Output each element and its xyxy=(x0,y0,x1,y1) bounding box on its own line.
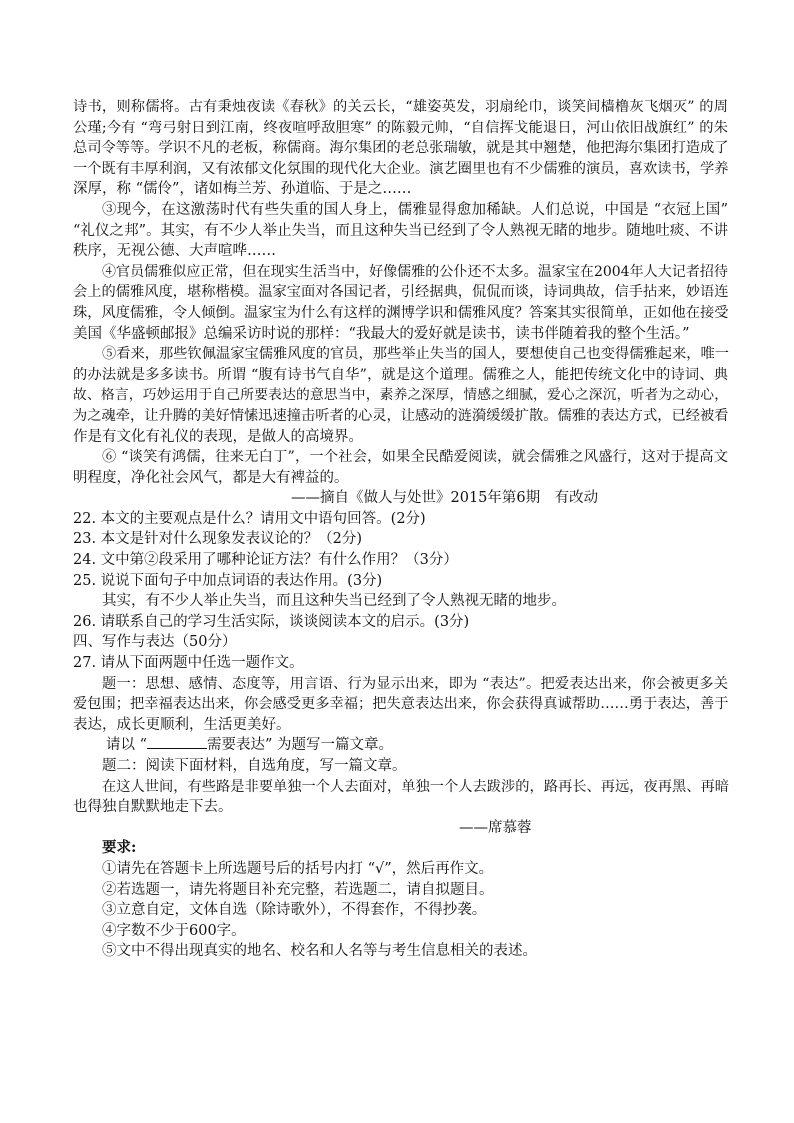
exam-page xyxy=(73,97,728,962)
text-line: 明程度，净化社会风气，都是大有裨益的。 xyxy=(73,469,349,486)
text-line: 为之魂牵，让升腾的美好情愫迅速撞击听者的心灵，让感动的涟漪缓缓扩散。儒雅的表达方式，已经被看 xyxy=(73,407,729,424)
text-line: 在这人世间，有些路是非要单独一个人去面对，单独一个人去跋涉的，路再长、再远，夜再黑、再暗 xyxy=(102,778,730,795)
question-23: 23. 本文是针对什么现象发表议论的？（2分) xyxy=(73,531,363,548)
requirement-item: ③立意自定，文体自选（除诗歌外），不得套作，不得抄袭。 xyxy=(102,902,487,919)
text-line: 一个既有丰厚利润，又有浓郁文化氛围的现代化大企业。演艺圈里也有不少儒雅的演员，喜欢读书，学养 xyxy=(73,160,729,177)
requirements-title: 要求: xyxy=(102,839,137,857)
topic-1-prompt xyxy=(73,735,728,756)
text-line: 诗书，则称儒将。古有秉烛夜读《春秋》的关云长，“雄姿英发，羽扇纶巾，谈笑间樯橹灰飞烟灭” 的周 xyxy=(73,99,728,115)
text-line: 作是有文化有礼仪的表现，是做人的高境界。 xyxy=(73,428,363,445)
question-24: 24. 文中第②段采用了哪种论证方法？有什么作用？（3分） xyxy=(73,552,458,569)
text-line: 会上的儒雅风度，堪称楷模。温家宝面对各国记者，引经据典，侃侃而谈，诗词典故，信手拈来，妙语连 xyxy=(73,284,729,301)
article-source: ——摘自《做人与处世》2015年第6期 有改动 xyxy=(291,490,599,507)
text-line: 珠，风度儒雅，令人倾倒。温家宝为什么有这样的渊博学识和儒雅风度？答案其实很简单，正如他在接受 xyxy=(73,304,729,321)
topic-2-author: ——席慕蓉 xyxy=(459,819,532,836)
text-line: 公瑾;今有 “弯弓射日到江南，终夜喧呼敌胆寒” 的陈毅元帅，“自信挥戈能退日，河山依旧战旗红” 的朱 xyxy=(73,119,728,136)
prompt-before: 请以 “ xyxy=(106,737,148,754)
question-25: 25. 说说下面句子中加点词语的表达作用。(3分) xyxy=(73,572,383,589)
topic-1 xyxy=(73,674,728,756)
text-line: 秩序，无视公德、大声喧哗…… xyxy=(73,243,276,260)
requirement-item: ②若选题一，请先将题目补充完整，若选题二，请自拟题目。 xyxy=(102,881,494,898)
text-line: ⑤看来，那些钦佩温家宝儒雅风度的官员，那些举止失当的国人，要想使自己也变得儒雅起来，唯一 xyxy=(102,346,730,363)
question-22: 22. 本文的主要观点是什么？请用文中语句回答。(2分) xyxy=(73,510,426,527)
section-writing-heading: 四、写作与表达（50分） xyxy=(73,634,237,651)
question-25-sentence: 其实，有不少人举止失当，而且这种失当已经到了令人熟视无睹的地步。 xyxy=(102,593,566,610)
text-line: 也得独自默默地走下去。 xyxy=(73,799,233,816)
paragraph-3 xyxy=(73,200,728,262)
text-line: 爱包围；把幸福表达出来，你会感受更多幸福；把失意表达出来，你会获得真诚帮助……勇于表达，善于 xyxy=(73,696,729,713)
text-line: 表达，成长更顺利，生活更美好。 xyxy=(73,716,291,733)
text-line: ⑥ “谈笑有鸿儒，往来无白丁”，一个社会，如果全民酷爱阅读，就会儒雅之风盛行，这对于提高文 xyxy=(102,449,728,466)
text-line: 的办法就是多多读书。所谓 “腹有诗书气自华”，就是这个道理。儒雅之人，能把传统文化中的诗词、典 xyxy=(73,366,728,383)
text-line: 总司令等等。学识不凡的老板，称儒商。海尔集团的老总张瑞敏，就是其中翘楚，他把海尔集团打造成了 xyxy=(73,140,729,157)
text-line: ④官员儒雅似应正常，但在现实生活当中，好像儒雅的公仆还不太多。温家宝在2004年人大记者招待 xyxy=(102,263,728,280)
text-line: ③现今，在这激荡时代有些失重的国人身上，儒雅显得愈加稀缺。人们总说，中国是 “衣冠上国” xyxy=(102,201,728,218)
paragraph-5 xyxy=(73,344,728,447)
requirement-item: ①请先在答题卡上所选题号后的括号内打 “√”，然后再作文。 xyxy=(102,860,494,877)
paragraph-4 xyxy=(73,262,728,344)
text-line: 故、格言，巧妙运用于自己所要表达的意思当中，素养之深厚，情感之细腻，爱心之深沉，听者为之动心， xyxy=(73,387,728,404)
topic-2 xyxy=(73,756,728,838)
paragraph-6 xyxy=(73,447,728,488)
text-line: “礼仪之邦”。其实，有不少人举止失当，而且这种失当已经到了令人熟视无睹的地步。随地吐痰、不讲 xyxy=(73,222,728,239)
blank-underline xyxy=(147,736,207,749)
requirement-item: ④字数不少于600字。 xyxy=(102,922,246,939)
paragraph-2-continuation xyxy=(73,97,728,200)
prompt-after: 需要表达” 为题写一篇文章。 xyxy=(207,737,394,754)
question-26: 26. 请联系自己的学习生活实际，谈谈阅读本文的启示。(3分) xyxy=(73,613,470,630)
text-line: 深厚，称 “儒伶”，诸如梅兰芳、孙道临、于是之…… xyxy=(73,181,412,198)
topic-2-intro: 题二：阅读下面材料，自选角度，写一篇文章。 xyxy=(102,758,407,774)
text-line: 美国《华盛顿邮报》总编采访时说的那样：“我最大的爱好就是读书，读书伴随着我的整个生活。” xyxy=(73,325,690,342)
questions xyxy=(73,509,728,633)
question-27: 27. 请从下面两题中任选一题作文。 xyxy=(73,655,304,672)
requirements xyxy=(73,838,728,962)
text-line: 题一：思想、感情、态度等，用言语、行为显示出来，即为 “表达”。把爱表达出来，你会被更多关 xyxy=(102,675,728,692)
requirement-item: ⑤文中不得出现真实的地名、校名和人名等与考生信息相关的表述。 xyxy=(102,943,537,960)
